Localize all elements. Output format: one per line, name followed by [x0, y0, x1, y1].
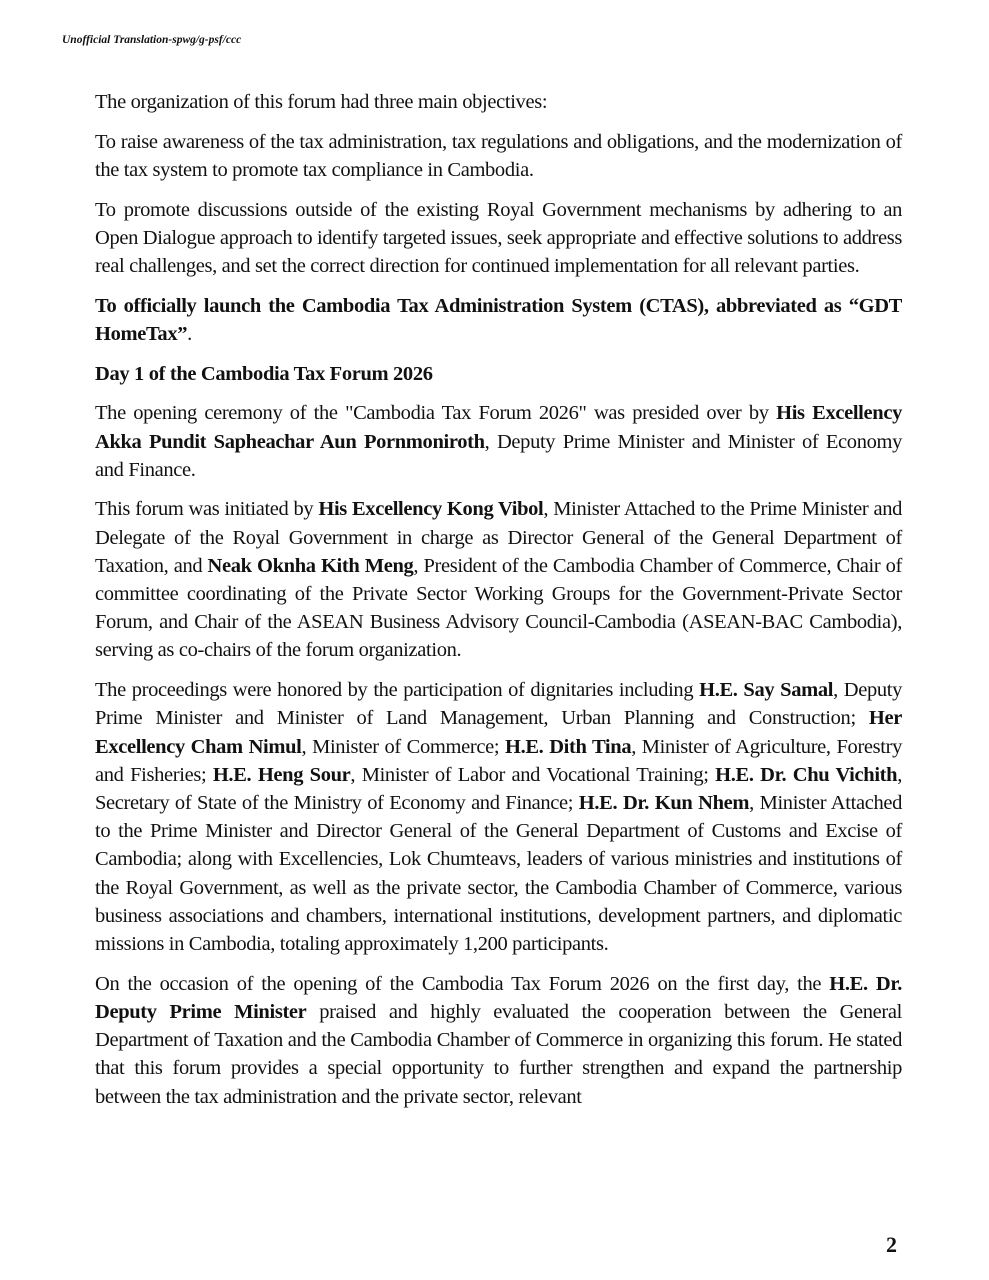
paragraph-deputy-pm-remarks — [95, 970, 902, 1111]
emphasized-text: H.E. Dith Tina — [504, 735, 632, 758]
text-run: The proceedings were honored by the participation of dignitaries including — [95, 679, 700, 702]
text-run: , Minister of Labor and Vocational Training; — [350, 763, 716, 786]
text-run: praised and highly evaluated the cooperation between the General Department of Taxation and the Cambodia Chamber of Commerce in organizing this forum. He stated that this forum provides a special opportunity to further strengthen and expand the partnership between the tax administration and the private sector, relevant — [95, 1000, 902, 1108]
text-run: The opening ceremony of the "Cambodia Tax Forum 2026" was presided over by — [95, 402, 777, 425]
text-run: . — [187, 322, 192, 345]
paragraph-objective-1 — [95, 128, 902, 184]
text-run: , Minister Attached to the Prime Minister and Delegate of the Royal Government in charge as Director General of the General Department of Taxation, and — [95, 498, 902, 577]
text-run: The organization of this forum had three main objectives: — [95, 91, 548, 113]
paragraph-objectives-intro — [95, 88, 902, 116]
paragraph-dignitaries — [95, 676, 902, 958]
emphasized-text: Her Excellency Cham Nimul — [95, 707, 902, 758]
emphasized-text: H.E. Dr. Chu Vichith — [715, 763, 898, 786]
text-run: , Minister of Agriculture, Forestry and Fisheries; — [95, 735, 903, 786]
text-run: To promote discussions outside of the existing Royal Government mechanisms by adhering to an Open Dialogue approach to identify targeted issues, seek appropriate and effective solutions to address real challenges, and set the correct direction for continued implementation for all relevant parties. — [95, 198, 902, 278]
paragraph-objective-3 — [95, 292, 902, 348]
text-run: On the occasion of the opening of the Cambodia Tax Forum 2026 on the first day, the — [95, 972, 830, 995]
text-run: , Secretary of State of the Ministry of Economy and Finance; — [95, 763, 902, 814]
emphasized-text: Neak Oknha Kith Meng — [207, 554, 414, 577]
text-run: , Deputy Prime Minister and Minister of Land Management, Urban Planning and Construction; — [95, 679, 902, 730]
emphasized-text: H.E. Say Samal — [699, 679, 834, 702]
paragraph-objective-2 — [95, 196, 902, 281]
text-run: , President of the Cambodia Chamber of Commerce, Chair of committee coordinating of the Private Sector Working Groups for the Government-Private Sector Forum, and Chair of the ASEAN Business Advisory Council-Cambodia (ASEAN-BAC Cambodia), serving as co-chairs of the forum organization. — [95, 554, 902, 662]
text-run: To raise awareness of the tax administration, tax regulations and obligations, and the modernization of the tax system to promote tax compliance in Cambodia. — [95, 130, 902, 181]
document-header: Unofficial Translation-spwg/g-psf/ccc — [62, 34, 242, 46]
paragraph-forum-initiators — [95, 495, 902, 664]
emphasized-text: Day 1 of the Cambodia Tax Forum 2026 — [95, 362, 433, 385]
page-number: 2 — [886, 1232, 897, 1257]
paragraph-opening-ceremony — [95, 399, 902, 484]
emphasized-text: His Excellency Akka Pundit Sapheachar Aun Pornmoniroth — [95, 402, 902, 453]
emphasized-text: H.E. Heng Sour — [212, 763, 351, 786]
emphasized-text: His Excellency Kong Vibol — [318, 498, 544, 521]
emphasized-text: H.E. Dr. Kun Nhem — [578, 791, 750, 814]
text-run: , Minister Attached to the Prime Minister and Director General of the General Department of Customs and Excise of Cambodia; along with Excellencies, Lok Chumteavs, leaders of various ministries and institutions of the Royal Government, as well as the private sector, the Cambodia Chamber of Commerce, various business associations and chambers, international institutions, development partners, and diplomatic missions in Cambodia, totaling approximately 1,200 participants. — [95, 791, 902, 955]
emphasized-text: To officially launch the Cambodia Tax Administration System (CTAS), abbreviated as “GDT HomeTax” — [95, 294, 902, 345]
section-heading-day-1 — [95, 360, 902, 388]
document-body — [95, 88, 902, 1122]
text-run: This forum was initiated by — [95, 498, 319, 521]
text-run: , Minister of Commerce; — [301, 735, 505, 758]
text-run: , Deputy Prime Minister and Minister of Economy and Finance. — [95, 430, 903, 481]
emphasized-text: H.E. Dr. Deputy Prime Minister — [95, 972, 903, 1023]
